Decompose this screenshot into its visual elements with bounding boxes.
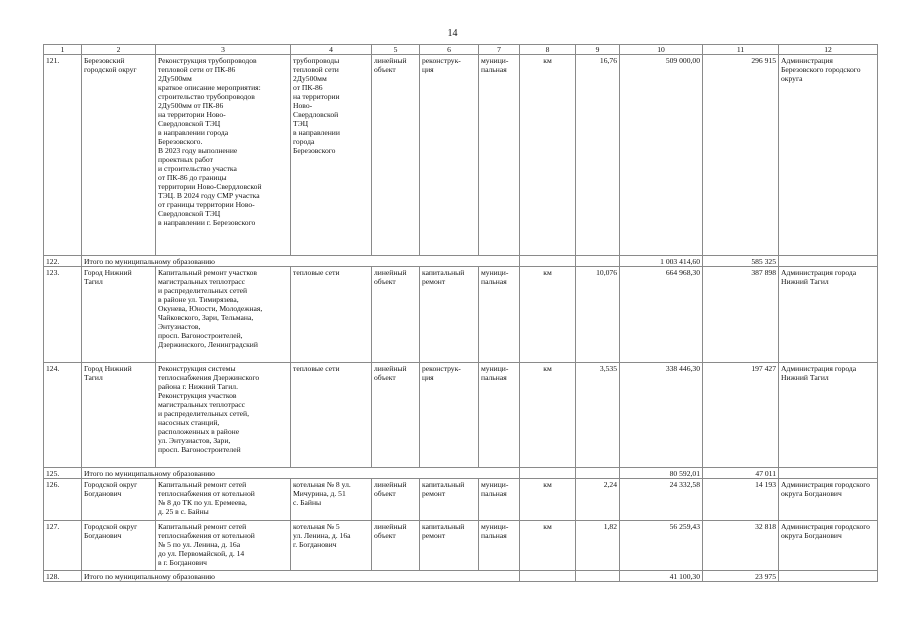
- cost-cell: 664 968,30: [620, 267, 703, 363]
- work-type-cell: капитальный ремонт: [420, 479, 479, 521]
- subtotal-label: Итого по муниципальному образованию: [82, 571, 520, 582]
- work-type-cell: капитальный ремонт: [420, 267, 479, 363]
- object-type-cell: линейный объект: [372, 267, 420, 363]
- empty-cell: [779, 571, 878, 582]
- empty-cell: [576, 468, 620, 479]
- subtotal-label: Итого по муниципальному образованию: [82, 256, 520, 267]
- column-number: 11: [703, 45, 779, 55]
- customer-cell: Администрация Березовского городского округа: [779, 55, 878, 256]
- subtotal-row: [44, 468, 878, 479]
- column-number: 4: [291, 45, 372, 55]
- work-type-cell: капитальный ремонт: [420, 521, 479, 571]
- unit-cell: км: [520, 521, 576, 571]
- customer-cell: Администрация городского округа Богданович: [779, 479, 878, 521]
- empty-cell: [779, 256, 878, 267]
- empty-cell: [520, 256, 576, 267]
- column-number: 1: [44, 45, 82, 55]
- description-cell: Реконструкция системы теплоснабжения Дзержинского района г. Нижний Тагил. Реконструкция участков магистральных теплотрасс и распределительных сетей, насосных станций, расположенных в районе ул. Энтузиастов, Зари, просп. Вагоностроителей: [156, 363, 291, 468]
- empty-cell: [779, 468, 878, 479]
- table-row: [44, 267, 878, 363]
- amount-cell: 387 898: [703, 267, 779, 363]
- subtotal-cost: 80 592,01: [620, 468, 703, 479]
- subtotal-amount: 585 325: [703, 256, 779, 267]
- ownership-cell: муници- пальная: [479, 55, 520, 256]
- subtotal-amount: 23 975: [703, 571, 779, 582]
- customer-cell: Администрация города Нижний Тагил: [779, 267, 878, 363]
- object-cell: тепловые сети: [291, 267, 372, 363]
- column-number: 7: [479, 45, 520, 55]
- cost-cell: 56 259,43: [620, 521, 703, 571]
- row-number: 127.: [44, 521, 82, 571]
- ownership-cell: муници- пальная: [479, 363, 520, 468]
- column-number: 8: [520, 45, 576, 55]
- cost-cell: 509 000,00: [620, 55, 703, 256]
- column-number-row: [44, 45, 878, 55]
- length-cell: 1,82: [576, 521, 620, 571]
- unit-cell: км: [520, 55, 576, 256]
- length-cell: 10,076: [576, 267, 620, 363]
- length-cell: 16,76: [576, 55, 620, 256]
- column-number: 5: [372, 45, 420, 55]
- table-row: [44, 55, 878, 256]
- row-number: 124.: [44, 363, 82, 468]
- column-number: 12: [779, 45, 878, 55]
- customer-cell: Администрация города Нижний Тагил: [779, 363, 878, 468]
- row-number: 126.: [44, 479, 82, 521]
- empty-cell: [576, 256, 620, 267]
- subtotal-cost: 1 003 414,60: [620, 256, 703, 267]
- municipality-cell: Городской округ Богданович: [82, 479, 156, 521]
- municipality-cell: Березовский городской округ: [82, 55, 156, 256]
- work-type-cell: реконструк- ция: [420, 363, 479, 468]
- subtotal-cost: 41 100,30: [620, 571, 703, 582]
- empty-cell: [520, 468, 576, 479]
- subtotal-row: [44, 256, 878, 267]
- municipality-cell: Городской округ Богданович: [82, 521, 156, 571]
- municipality-cell: Город Нижний Тагил: [82, 267, 156, 363]
- subtotal-row: [44, 571, 878, 582]
- row-number: 123.: [44, 267, 82, 363]
- object-type-cell: линейный объект: [372, 479, 420, 521]
- object-cell: трубопроводы тепловой сети 2Ду500мм от ПК-86 на территории Ново- Свердловской ТЭЦ в направлении города Березовского: [291, 55, 372, 256]
- row-number: 125.: [44, 468, 82, 479]
- cost-cell: 338 446,30: [620, 363, 703, 468]
- work-type-cell: реконструк- ция: [420, 55, 479, 256]
- column-number: 6: [420, 45, 479, 55]
- cost-cell: 24 332,58: [620, 479, 703, 521]
- customer-cell: Администрация городского округа Богданович: [779, 521, 878, 571]
- unit-cell: км: [520, 267, 576, 363]
- object-type-cell: линейный объект: [372, 521, 420, 571]
- object-cell: тепловые сети: [291, 363, 372, 468]
- subtotal-label: Итого по муниципальному образованию: [82, 468, 520, 479]
- ownership-cell: муници- пальная: [479, 521, 520, 571]
- municipality-cell: Город Нижний Тагил: [82, 363, 156, 468]
- amount-cell: 197 427: [703, 363, 779, 468]
- ownership-cell: муници- пальная: [479, 479, 520, 521]
- object-cell: котельная № 8 ул. Мичурина, д. 51 с. Байны: [291, 479, 372, 521]
- empty-cell: [520, 571, 576, 582]
- length-cell: 3,535: [576, 363, 620, 468]
- column-number: 2: [82, 45, 156, 55]
- object-cell: котельная № 5 ул. Ленина, д. 16а г. Богданович: [291, 521, 372, 571]
- description-cell: Капитальный ремонт сетей теплоснабжения от котельной № 8 до ТК по ул. Еремеева, д. 25 в с. Байны: [156, 479, 291, 521]
- page-number: 14: [447, 28, 458, 39]
- subtotal-amount: 47 011: [703, 468, 779, 479]
- column-number: 10: [620, 45, 703, 55]
- amount-cell: 32 818: [703, 521, 779, 571]
- description-cell: Капитальный ремонт сетей теплоснабжения от котельной № 5 по ул. Ленина, д. 16а до ул. Первомайской, д. 14 в г. Богданович: [156, 521, 291, 571]
- object-type-cell: линейный объект: [372, 55, 420, 256]
- table-row: [44, 363, 878, 468]
- investment-program-table: [43, 44, 878, 582]
- description-cell: Реконструкция трубопроводов тепловой сети от ПК-86 2Ду500мм краткое описание мероприятия: строительство трубопроводов 2Ду500мм от ПК-86 на территории Ново- Свердловской ТЭЦ в направлении города Березовского. В 2023 году выполнение проектных работ и строительство участка от ПК-86 до границы территории Ново-Свердловской ТЭЦ. В 2024 году СМР участка от границы территории Ново- Свердловской ТЭЦ в направлении г. Березовского: [156, 55, 291, 256]
- length-cell: 2,24: [576, 479, 620, 521]
- row-number: 128.: [44, 571, 82, 582]
- amount-cell: 296 915: [703, 55, 779, 256]
- table-row: [44, 479, 878, 521]
- row-number: 122.: [44, 256, 82, 267]
- column-number: 3: [156, 45, 291, 55]
- ownership-cell: муници- пальная: [479, 267, 520, 363]
- row-number: 121.: [44, 55, 82, 256]
- object-type-cell: линейный объект: [372, 363, 420, 468]
- unit-cell: км: [520, 479, 576, 521]
- table-row: [44, 521, 878, 571]
- empty-cell: [576, 571, 620, 582]
- column-number: 9: [576, 45, 620, 55]
- unit-cell: км: [520, 363, 576, 468]
- amount-cell: 14 193: [703, 479, 779, 521]
- description-cell: Капитальный ремонт участков магистральных теплотрасс и распределительных сетей в районе ул. Тимирязева, Окунева, Юности, Молодежная, Чайковского, Зари, Тельмана, Энтузиастов, просп. Вагоностроителей, Дзержинского, Ленинградский: [156, 267, 291, 363]
